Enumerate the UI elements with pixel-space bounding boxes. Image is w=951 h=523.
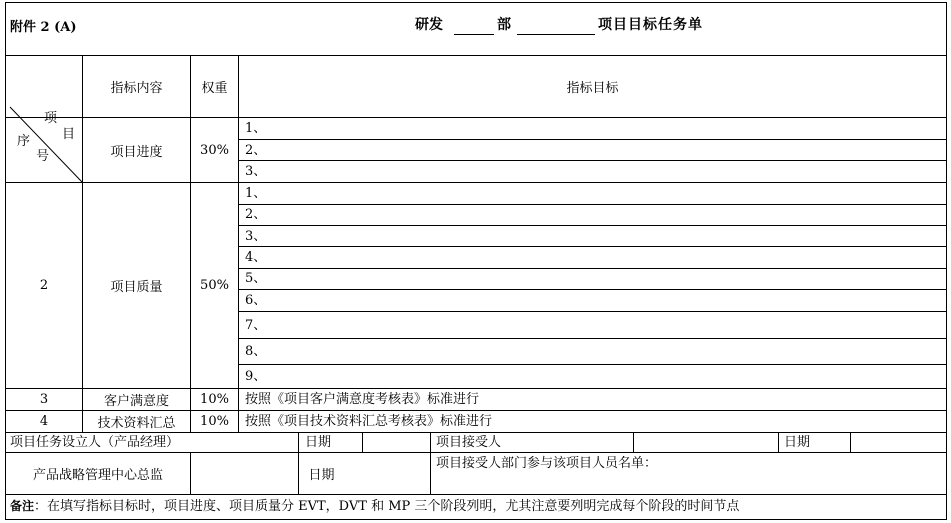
quality-item: 2、 [245,207,267,222]
row-satisfaction-weight: 10% [200,392,229,407]
director-label: 产品战略管理中心总监 [32,468,163,483]
quality-item: 9、 [245,369,267,384]
row-satisfaction-target: 按照《项目客户满意度考核表》标准进行 [245,392,480,407]
attachment-label: 附件 2 (A) [10,20,77,35]
row-techdocs-target: 按照《项目技术资料汇总考核表》标准进行 [245,414,493,429]
row-quality-no: 2 [39,278,49,293]
row-techdocs-content: 技术资料汇总 [97,416,176,431]
row-satisfaction-content: 客户满意度 [103,394,169,409]
header-content: 指标内容 [110,81,163,96]
progress-item: 2、 [245,143,267,158]
dept-name-blank [454,34,494,35]
note-text: ：在填写指标目标时，项目进度、项目质量分 EVT，DVT 和 MP 三个阶段列明，尤其注意要列明完成每个阶段的时间节点 [34,499,740,514]
row-techdocs-no: 4 [39,414,49,429]
row-satisfaction-no: 3 [39,392,49,407]
corner-mu: 目 [62,127,76,142]
quality-item: 4、 [245,250,267,265]
corner-hao: 号 [36,149,50,164]
progress-item: 1、 [245,121,267,136]
setter-label: 项目任务设立人（产品经理） [10,435,180,450]
header-target: 指标目标 [566,81,619,96]
quality-item: 8、 [245,344,267,359]
page-title: 项目目标任务单 [598,17,703,33]
members-label: 项目接受人部门参与该项目人员名单： [436,456,658,471]
receiver-date-label: 日期 [784,435,811,450]
setter-date-label: 日期 [305,435,332,450]
row-progress-content: 项目进度 [110,144,163,160]
project-name-blank [517,34,595,35]
quality-item: 5、 [245,271,267,286]
corner-xiang: 项 [44,111,58,126]
quality-item: 7、 [245,318,267,333]
quality-item: 6、 [245,293,267,308]
progress-item: 3、 [245,164,267,179]
receiver-label: 项目接受人 [436,435,502,450]
header-weight: 权重 [201,81,228,96]
quality-item: 1、 [245,186,267,201]
dept-prefix: 研发 [415,17,443,33]
row-quality-weight: 50% [200,278,229,293]
row-techdocs-weight: 10% [200,414,229,429]
dept-mid: 部 [497,17,511,33]
row-progress-weight: 30% [200,142,229,158]
row-progress-no [6,118,82,182]
director-date-label: 日期 [308,468,335,483]
row-quality-content: 项目质量 [110,280,163,295]
note-label: 备注 [10,499,35,513]
quality-item: 3、 [245,229,267,244]
corner-xu: 序 [17,134,31,149]
